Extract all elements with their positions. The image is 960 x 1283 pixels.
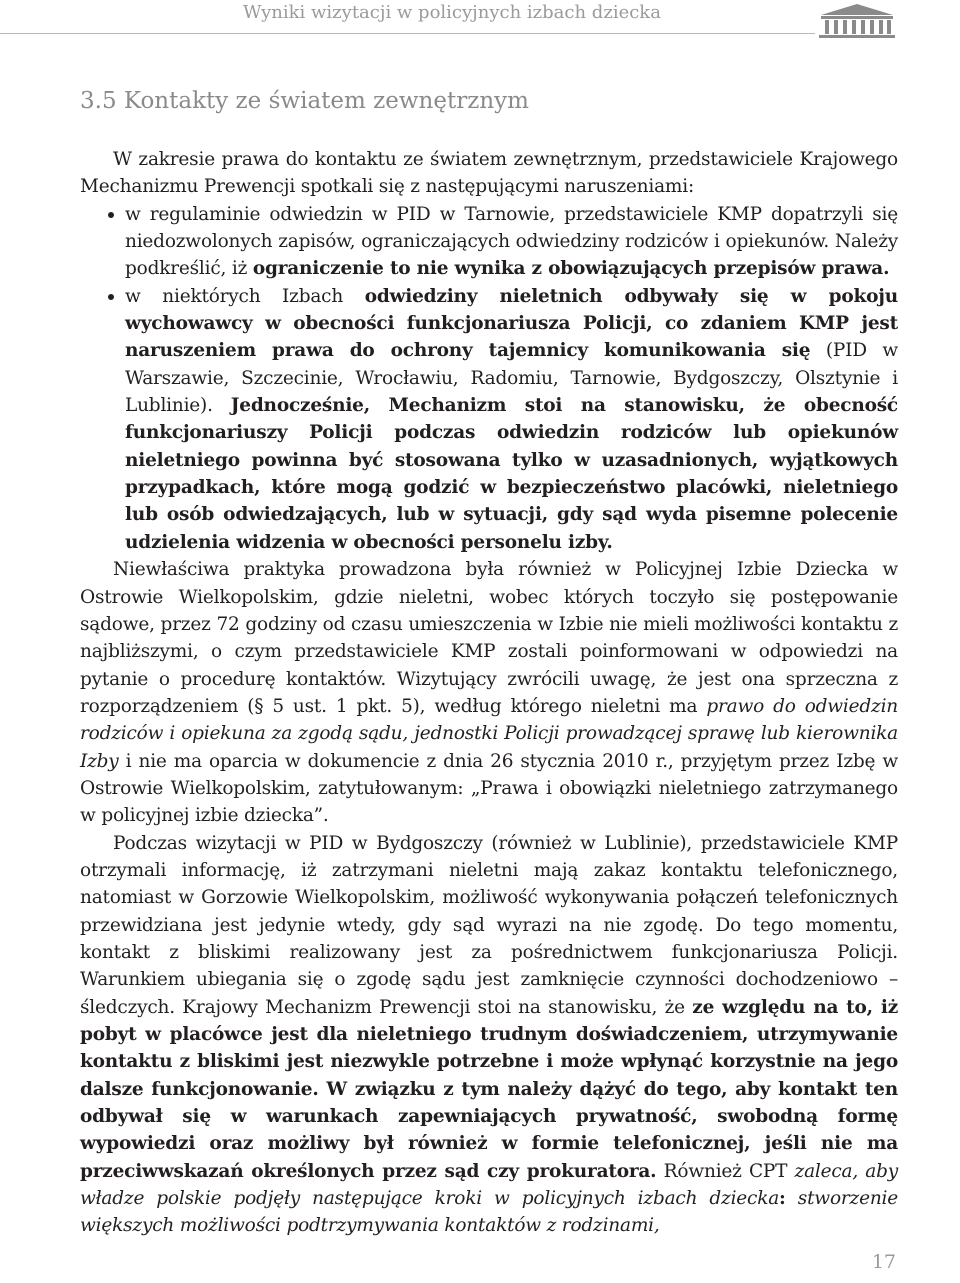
institution-building-icon xyxy=(817,2,897,42)
section-title: 3.5 Kontakty ze światem zewnętrznym xyxy=(80,88,529,114)
list-item: w niektórych Izbach odwiedziny nieletnich odbywały się w pokoju wychowawcy w obecności funkcjonariusza Policji, co zdaniem KMP jest naruszeniem prawa do ochrony tajemnicy komunikowania się (PID w Warszawie, Szczecinie, Wrocławiu, Radomiu, Tarnowie, Bydgoszczy, Olsztynie i Lublinie). Jednocześnie, Mechanizm stoi na stanowisku, że obecność funkcjonariuszy Policji podczas odwiedzin rodziców lub opiekunów nieletniego powinna być stosowana tylko w uzasadnionych, wyjątkowych przypadkach, które mogą godzić w bezpieczeństwo placówki, nieletniego lub osób odwiedzających, lub w sytuacji, gdy sąd wyda pisemne polecenie udzielenia widzenia w obecności personelu izby. xyxy=(80,283,898,556)
page-number: 17 xyxy=(871,1251,896,1273)
intro-paragraph: W zakresie prawa do kontaktu ze światem zewnętrznym, przedstawiciele Krajowego Mechanizmu Prewencji spotkali się z następującymi naruszeniami: xyxy=(80,149,898,198)
list-item: w regulaminie odwiedzin w PID w Tarnowie, przedstawiciele KMP dopatrzyli się niedozwolonych zapisów, ograniczających odwiedziny rodziców i opiekunów. Należy podkreślić, iż ograniczenie to nie wynika z obowiązujących przepisów prawa. xyxy=(80,201,898,283)
running-header: Wyniki wizytacji w policyjnych izbach dziecka xyxy=(243,2,661,23)
paragraph-bydgoszcz: Podczas wizytacji w PID w Bydgoszczy (również w Lublinie), przedstawiciele KMP otrzymali informację, iż zatrzymani nieletni mają zakaz kontaktu telefonicznego, natomiast w Gorzowie Wielkopolskim, możliwość wykonywania połączeń telefonicznych przewidziana jest jedynie wtedy, gdy sąd wyrazi na nie zgodę. Do tego momentu, kontakt z bliskimi realizowany jest za pośrednictwem funkcjonariusza Policji. Warunkiem ubiegania się o zgodę sądu jest zamknięcie czynności dochodzeniowo – śledczych. Krajowy Mechanizm Prewencji stoi na stanowisku, że ze względu na to, iż pobyt w placówce jest dla nieletniego trudnym doświadczeniem, utrzymywanie kontaktu z bliskimi jest niezwykle potrzebne i może wpłynąć korzystnie na jego dalsze funkcjonowanie. W związku z tym należy dążyć do tego, aby kontakt ten odbywał się w warunkach zapewniających prywatność, swobodną formę wypowiedzi oraz możliwy był również w formie telefonicznej, jeśli nie ma przeciwwskazań określonych przez sąd czy prokuratora. Również CPT zaleca, aby władze polskie podjęły następujące kroki w policyjnych izbach dziecka: stworzenie większych możliwości podtrzymywania kontaktów z rodzinami, xyxy=(80,832,899,1237)
paragraph-ostrow: Niewłaściwa praktyka prowadzona była również w Policyjnej Izbie Dziecka w Ostrowie Wielkopolskim, gdzie nieletni, wobec których toczyło się postępowanie sądowe, przez 72 godziny od czasu umieszczenia w Izbie nie mieli możliwości kontaktu z najbliższymi, o czym przedstawiciele KMP zostali poinformowani w odpowiedzi na pytanie o procedurę kontaktów. Wizytujący zwrócili uwagę, że jest ona sprzeczna z rozporządzeniem (§ 5 ust. 1 pkt. 5), według którego nieletni ma prawo do odwiedzin rodziców i opiekuna za zgodą sądu, jednostki Policji prowadzącej sprawę lub kierownika Izby i nie ma oparcia w dokumencie z dnia 26 stycznia 2010 r., przyjętym przez Izbę w Ostrowie Wielkopolskim, zatytułowanym: „Prawa i obowiązki nieletniego zatrzymanego w policyjnej izbie dziecka”. xyxy=(80,559,898,827)
violations-list xyxy=(80,201,898,556)
body-text xyxy=(80,146,898,1240)
header-rule xyxy=(0,33,815,34)
